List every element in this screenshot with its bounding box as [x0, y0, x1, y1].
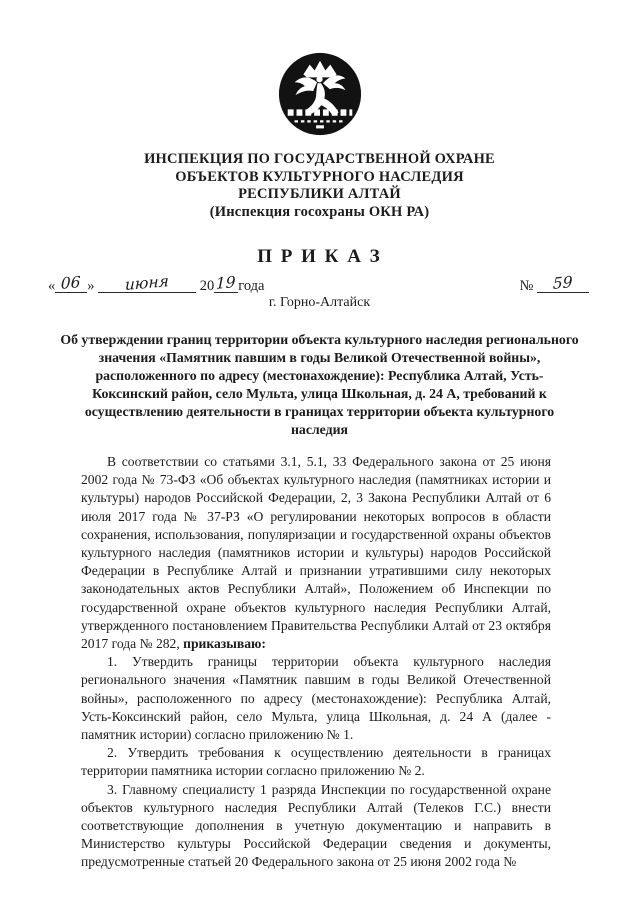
emblem-container: [0, 0, 639, 138]
order-item-3: 3. Главному специалисту 1 разряда Инспекции по государственной охране объектов культурного наследия Республики Алтай (Телеков Г.С.) внести соответствующие дополнения в учетную документацию и направить в Министерство культуры Российской Федерации сведения и документы, предусмотренные статьей 20 Федерального закона от 25 июня 2002 года №: [81, 781, 551, 870]
number-field: [519, 273, 589, 295]
intro-paragraph: [81, 453, 551, 653]
org-name-line1: ИНСПЕКЦИЯ ПО ГОСУДАРСТВЕННОЙ ОХРАНЕ: [144, 151, 495, 167]
org-name-line3: РЕСПУБЛИКИ АЛТАЙ: [238, 186, 401, 202]
order-item-2: 2. Утвердить требования к осуществлению деятельности в границах территории памятника истории согласно приложению № 2.: [81, 745, 551, 779]
intro-paragraph-text: В соответствии со статьями 3.1, 5.1, 33 Федерального закона от 25 июня 2002 года № 73-ФЗ «Об объектах культурного наследия (памятниках истории и культуры) народов Российской Федерации, 2, 3 Закона Республики Алтай от 6 июля 2017 года № 37-РЗ «О регулировании некоторых вопросов в области сохранения, использования, популяризации и государственной охраны объектов культурного наследия (памятников истории и культуры) народов Российской Федерации в Республике Алтай и признании утратившими силу некоторых законодательных актов Республики Алтай», Положением об Инспекции по государственной охране объектов культурного наследия Республики Алтай, утвержденного постановлением Правительства Республики Алтай от 23 октября 2017 года № 282,: [81, 454, 551, 652]
month-blank: [98, 272, 196, 294]
number-blank: [537, 273, 589, 293]
year-blank: [214, 273, 238, 293]
intro-paragraph-bold: приказываю:: [183, 636, 266, 652]
close-quote: »: [87, 278, 95, 294]
date-and-number-row: [48, 272, 589, 295]
year-word: года: [238, 278, 265, 294]
org-header: [0, 151, 639, 221]
document-title: П Р И К А З: [257, 246, 382, 267]
order-subject: Об утверждении границ территории объекта культурного наследия регионального значения «Памятник павшим в годы Великой Отечественной войны», расположенного по адресу (местонахождение): Республика Алтай, Усть-Коксинский район, село Мульта, улица Школьная, д. 24 А, требований к осуществлению деятельности в границах территории объекта культурного наследия: [60, 332, 579, 437]
org-short-name: (Инспекция госохраны ОКН РА): [209, 203, 430, 220]
order-body: [81, 453, 551, 872]
altai-republic-coat-of-arms-icon: [276, 50, 364, 138]
handwritten-month: июня: [124, 272, 170, 294]
number-sign: №: [519, 278, 534, 294]
date-field: [48, 272, 265, 295]
handwritten-year: 19: [216, 273, 237, 293]
city-line: г. Горно-Алтайск: [268, 295, 371, 310]
day-blank: [55, 273, 87, 293]
org-name-line2: ОБЪЕКТОВ КУЛЬТУРНОГО НАСЛЕДИЯ: [175, 168, 464, 185]
order-item-1: 1. Утвердить границы территории объекта культурного наследия регионального значения «Памятник павшим в годы Великой Отечественной войны», расположенного по адресу (местонахождение): Республика Алтай, Усть-Коксинский район, село Мульта, улица Школьная, д. 24 А (далее - памятник истории) согласно приложению № 1.: [81, 654, 551, 743]
handwritten-day: 06: [61, 273, 82, 293]
open-quote: «: [48, 278, 56, 294]
year-prefix: 20: [199, 278, 215, 294]
handwritten-number: 59: [552, 273, 573, 293]
